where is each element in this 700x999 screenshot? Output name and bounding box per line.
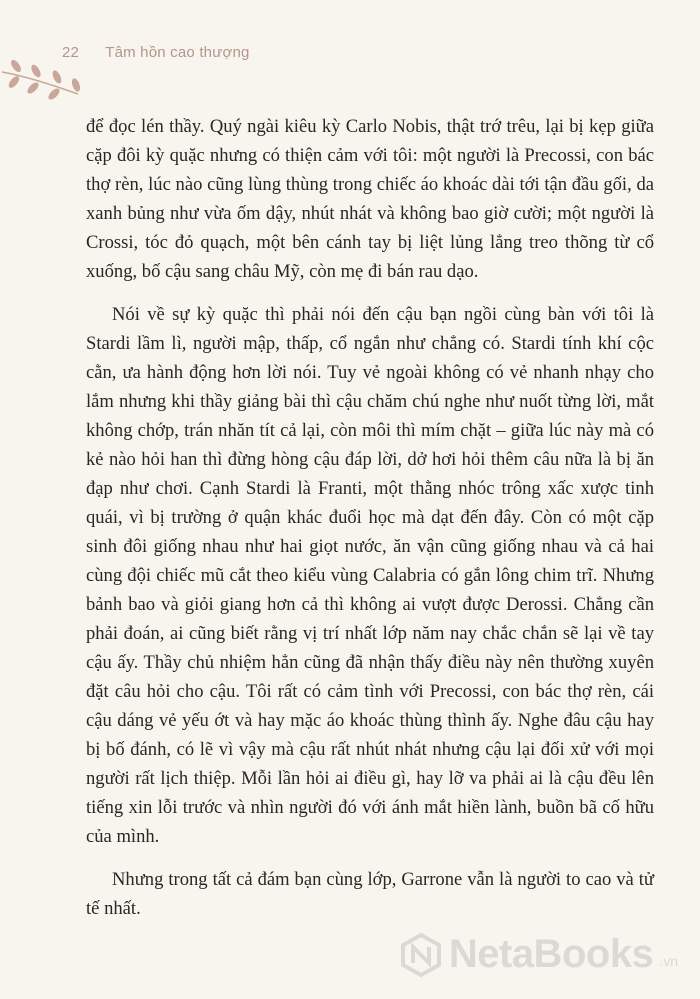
watermark-brand: NetaBooks bbox=[448, 932, 654, 976]
branch-ornament-icon bbox=[0, 58, 90, 102]
paragraph: Nhưng trong tất cả đám bạn cùng lớp, Garrone vẫn là người to cao và tử tế nhất. bbox=[86, 869, 654, 919]
watermark bbox=[399, 932, 678, 977]
page-number: 22 bbox=[62, 44, 80, 61]
watermark-suffix: .vn bbox=[659, 953, 678, 969]
paragraph: để đọc lén thầy. Quý ngài kiêu kỳ Carlo Nobis, thật trớ trêu, lại bị kẹp giữa cặp đôi kỳ quặc nhưng có thiện cảm với tôi: một người là Precossi, con bác thợ rèn, lúc nào cũng lùng thùng trong chiếc áo khoác dài tới tận đầu gối, da xanh bủng như vừa ốm dậy, nhút nhát và không bao giờ cười; một người là Crossi, tóc đỏ quạch, một bên cánh tay bị liệt lủng lẳng treo thõng từ cổ xuống, bố cậu sang châu Mỹ, còn mẹ đi bán rau dạo. bbox=[86, 116, 654, 282]
running-header bbox=[62, 44, 250, 61]
watermark-logo-icon bbox=[399, 933, 443, 977]
body-text bbox=[86, 112, 654, 937]
paragraph: Nói về sự kỳ quặc thì phải nói đến cậu bạn ngồi cùng bàn với tôi là Stardi lầm lì, người mập, thấp, cổ ngắn như chẳng có. Stardi tính khí cộc cằn, ưa hành động hơn lời nói. Tuy vẻ ngoài không có vẻ nhanh nhạy cho lắm nhưng khi thầy giảng bài thì cậu chăm chú nghe như nuốt từng lời, mắt không chớp, trán nhăn tít cả lại, còn môi thì mím chặt – giữa lúc này mà có kẻ nào hỏi han thì đừng hòng cậu đáp lời, dở hơi hỏi thêm câu nữa là bị ăn đạp như chơi. Cạnh Stardi là Franti, một thằng nhóc trông xấc xược tinh quái, vì bị trường ở quận khác đuổi học mà dạt đến đây. Còn có một cặp sinh đôi giống nhau như hai giọt nước, ăn vận cũng giống nhau và cả hai cùng đội chiếc mũ cắt theo kiểu vùng Calabria có gắn lông chim trĩ. Nhưng bảnh bao và giỏi giang hơn cả thì không ai vượt được Derossi. Chẳng cần phải đoán, ai cũng biết rằng vị trí nhất lớp năm nay chắc chắn sẽ lại về tay cậu ấy. Thầy chủ nhiệm hẳn cũng đã nhận thấy điều này nên thường xuyên đặt câu hỏi cho cậu. Tôi rất có cảm tình với Precossi, con bác thợ rèn, cái cậu dáng vẻ yếu ớt và hay mặc áo khoác thùng thình ấy. Nghe đâu cậu hay bị bố đánh, có lẽ vì vậy mà cậu rất nhút nhát nhưng cậu lại đối xử với mọi người rất lịch thiệp. Mỗi lần hỏi ai điều gì, hay lỡ va phải ai là cậu đều lên tiếng xin lỗi trước và nhìn người đó với ánh mắt hiền lành, buồn bã cố hữu của mình. bbox=[86, 304, 654, 847]
chapter-title: Tâm hồn cao thượng bbox=[105, 44, 250, 61]
